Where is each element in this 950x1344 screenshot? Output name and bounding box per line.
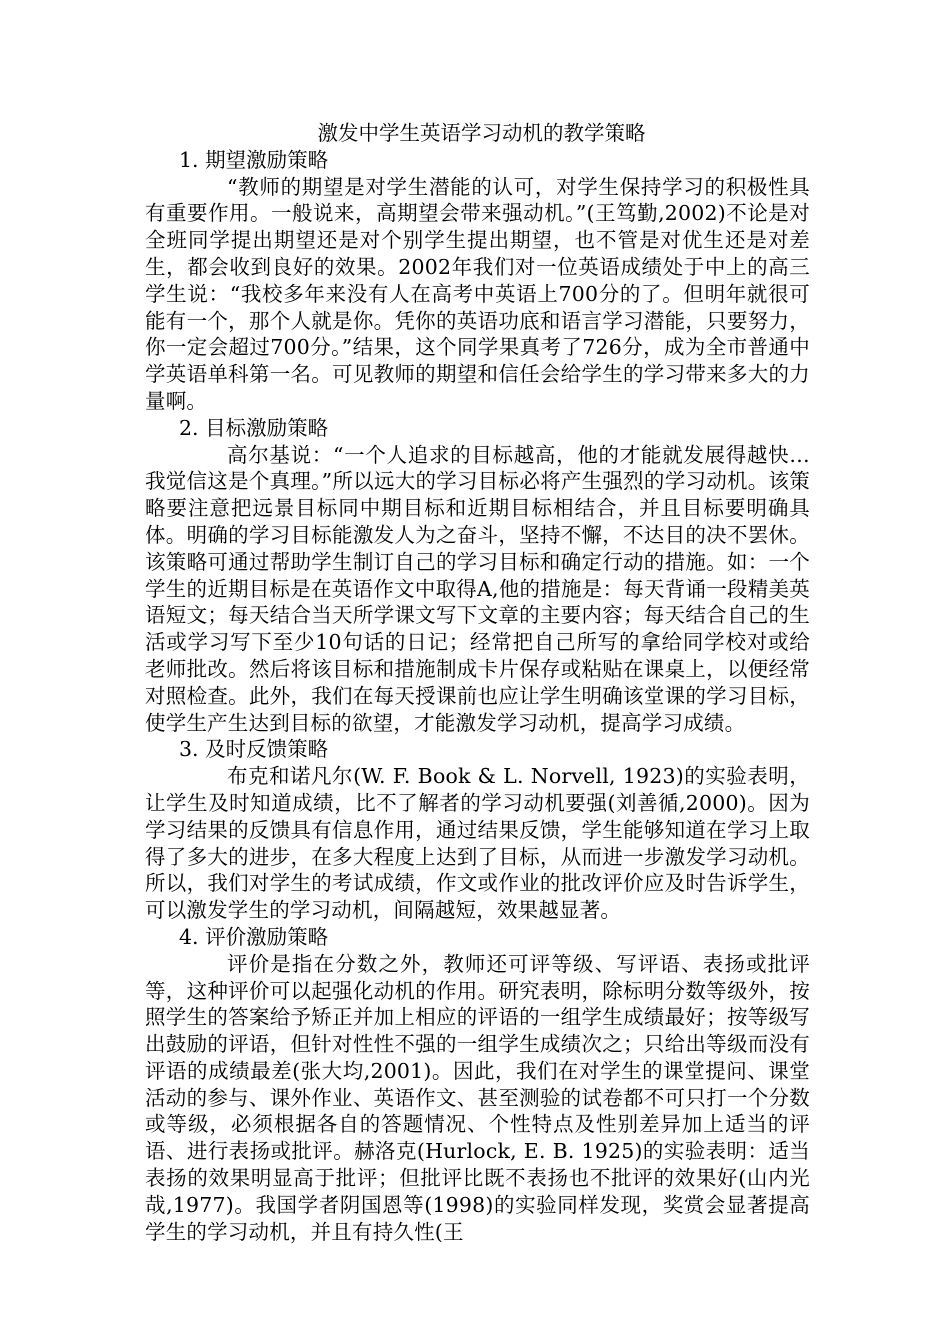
section-heading-2: 2. 目标激励策略 <box>179 415 329 440</box>
section-heading-4: 4. 评价激励策略 <box>179 924 329 949</box>
section-paragraph-4: 评价是指在分数之外，教师还可评等级、写评语、表扬或批评等，这种评价可以起强化动机的作用。研究表明，除标明分数等级外，按照学生的答案给予矫正并加上相应的评语的一组学生成绩最好；按等级写出鼓励的评语，但针对性性不强的一组学生成绩次之；只给出等级而没有评语的成绩最差(张大均,2001)。因此，我们在对学生的课堂提问、课堂活动的参与、课外作业、英语作文、甚至测验的试卷都不可只打一个分数或等级，必须根据各自的答题情况、个性特点及性别差异加上适当的评语、进行表扬或批评。赫洛克(Hurlock, E. B. 1925)的实验表明：适当表扬的效果明显高于批评；但批评比既不表扬也不批评的效果好(山内光哉,1977)。我国学者阴国恩等(1998)的实验同样发现，奖赏会显著提高学生的学习动机，并且有持久性(王 <box>145 951 810 1244</box>
section-paragraph-3: 布克和诺凡尔(W. F. Book & L. Norvell, 1923)的实验表明，让学生及时知道成绩，比不了解者的学习动机要强(刘善循,2000)。因为学习结果的反馈具有信息作用，通过结果反馈，学生能够知道在学习上取得了多大的进步，在多大程度上达到了目标，从而进一步激发学习动机。所以，我们对学生的考试成绩，作文或作业的批改评价应及时告诉学生，可以激发学生的学习动机，间隔越短，效果越显著。 <box>145 764 810 923</box>
document-title: 激发中学生英语学习动机的教学策略 <box>317 121 646 145</box>
section-paragraph-2: 高尔基说：“一个人追求的目标越高，他的才能就发展得越快…我觉信这是个真理。”所以远大的学习目标必将产生强烈的学习动机。该策略要注意把远景目标同中期目标和近期目标相结合，并且目标要明确具体。明确的学习目标能激发人为之奋斗，坚持不懈，不达目的决不罢休。该策略可通过帮助学生制订自己的学习目标和确定行动的措施。如：一个学生的近期目标是在英语作文中取得A,他的措施是：每天背诵一段精美英语短文；每天结合当天所学课文写下文章的主要内容；每天结合自己的生活或学习写下至少10句话的日记；经常把自己所写的拿给同学校对或给老师批改。然后将该目标和措施制成卡片保存或粘贴在课桌上，以便经常对照检查。此外，我们在每天授课前也应让学生明确该堂课的学习目标，使学生产生达到目标的欲望，才能激发学习动机，提高学习成绩。 <box>145 442 810 735</box>
document-page <box>145 120 810 1245</box>
section-paragraph-1: “教师的期望是对学生潜能的认可，对学生保持学习的积极性具有重要作用。一般说来，高期望会带来强动机。”(王笃勤,2002)不论是对全班同学提出期望还是对个别学生提出期望，也不管是对优生还是对差生，都会收到良好的效果。2002年我们对一位英语成绩处于中上的高三学生说：“我校多年来没有人在高考中英语上700分的了。但明年就很可能有一个，那个人就是你。凭你的英语功底和语言学习潜能，只要努力，你一定会超过700分。”结果，这个同学果真考了726分，成为全市普通中学英语单科第一名。可见教师的期望和信任会给学生的学习带来多大的力量啊。 <box>145 174 810 413</box>
section-heading-3: 3. 及时反馈策略 <box>179 737 329 762</box>
section-heading-1: 1. 期望激励策略 <box>179 147 329 172</box>
